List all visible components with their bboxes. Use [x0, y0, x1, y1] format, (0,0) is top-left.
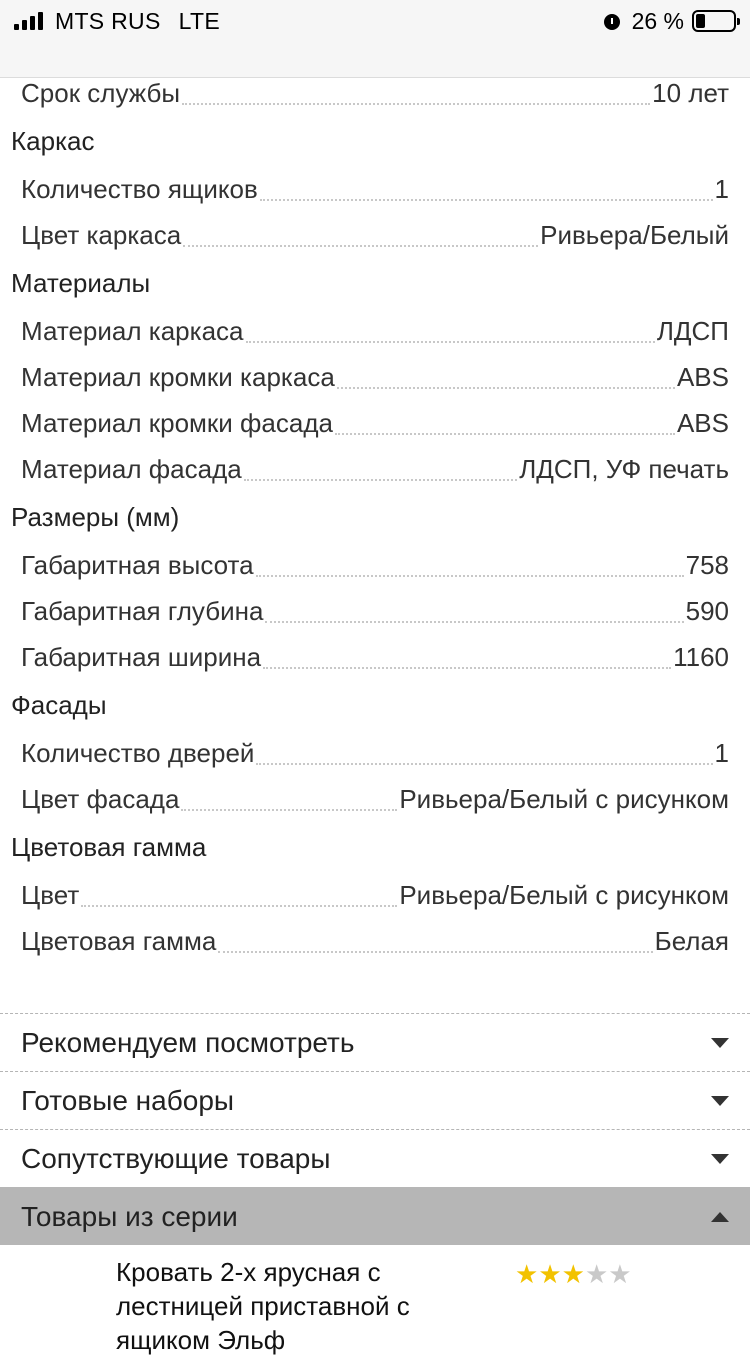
dotted-leader [218, 931, 652, 953]
signal-strength-icon [14, 12, 43, 30]
spec-row [0, 872, 750, 918]
spec-label: Габаритная глубина [21, 595, 264, 626]
spec-label: Цвет [21, 879, 80, 910]
spec-value: 1 [714, 173, 729, 204]
dotted-leader [246, 321, 655, 343]
accordion-ready-sets[interactable] [0, 1071, 750, 1129]
network-type: LTE [178, 7, 220, 34]
battery-icon [692, 10, 736, 32]
spec-value: 1160 [673, 641, 729, 672]
spec-value: ABS [676, 361, 729, 392]
spec-row [0, 776, 750, 822]
spec-value: Ривьера/Белый с рисунком [399, 879, 729, 910]
product-title-text: Кровать 2-х ярусная с лестницей приставной с [116, 1257, 410, 1321]
spec-label: Количество ящиков [21, 173, 258, 204]
spec-row [0, 308, 750, 354]
product-title[interactable] [116, 1255, 456, 1357]
spec-value: Белая [654, 925, 729, 956]
star-filled-icon: ★ [561, 1259, 585, 1289]
spec-label: Цвет фасада [21, 783, 180, 814]
spec-label: Цвет каркаса [21, 219, 182, 250]
spec-label: Материал фасада [21, 453, 242, 484]
spec-label: Материал кромки каркаса [21, 361, 335, 392]
caret-down-icon [711, 1038, 729, 1048]
spec-label: Материал каркаса [21, 315, 244, 346]
spec-value: ЛДСП, УФ печать [519, 453, 729, 484]
star-empty-icon: ★ [584, 1259, 609, 1289]
spec-row [0, 354, 750, 400]
spec-label: Материал кромки фасада [21, 407, 333, 438]
accordion-label: Рекомендуем посмотреть [21, 1026, 355, 1058]
spec-row [0, 588, 750, 634]
star-filled-icon: ★ [538, 1259, 562, 1289]
dotted-leader [337, 367, 675, 389]
spec-value: 10 лет [652, 77, 729, 108]
spec-label: Цветовая гамма [21, 925, 217, 956]
accordion-series-products[interactable] [0, 1187, 750, 1245]
spec-label: Габаритная высота [21, 549, 254, 580]
spec-value: 590 [685, 595, 729, 626]
dotted-leader [81, 885, 397, 907]
star-empty-icon: ★ [608, 1259, 632, 1289]
dotted-leader [256, 743, 712, 765]
dotted-leader [181, 789, 397, 811]
caret-down-icon [711, 1154, 729, 1164]
group-title-color-range: Цветовая гамма [11, 831, 207, 862]
accordion-related-products[interactable] [0, 1129, 750, 1187]
status-bar-right [602, 8, 736, 34]
caret-up-icon [711, 1212, 729, 1222]
accordion-label: Готовые наборы [21, 1084, 235, 1116]
spec-label: Количество дверей [21, 737, 255, 768]
dotted-leader [335, 413, 675, 435]
accordion-recommended[interactable] [0, 1013, 750, 1071]
status-bar [0, 0, 750, 78]
spec-value: Ривьера/Белый с рисунком [399, 783, 729, 814]
spec-row [0, 634, 750, 680]
dotted-leader [182, 83, 650, 105]
status-bar-left [14, 8, 220, 34]
group-title-frame: Каркас [11, 125, 95, 156]
dotted-leader [263, 647, 671, 669]
star-filled-icon: ★ [515, 1259, 539, 1289]
group-title-dimensions: Размеры (мм) [11, 501, 180, 532]
alarm-icon [602, 11, 622, 31]
spec-row [0, 918, 750, 964]
group-title-facades: Фасады [11, 689, 107, 720]
battery-percent: 26 % [631, 7, 684, 34]
spec-row [0, 166, 750, 212]
rating-stars [515, 1261, 632, 1287]
spec-row [0, 212, 750, 258]
dotted-leader [183, 225, 538, 247]
spec-value: ABS [676, 407, 729, 438]
product-title-cont: ящиком Эльф [116, 1325, 286, 1355]
spec-list [0, 70, 750, 964]
dotted-leader [265, 601, 683, 623]
accordion-label: Товары из серии [21, 1200, 238, 1232]
spec-row [0, 400, 750, 446]
product-card[interactable] [0, 1245, 750, 1355]
dotted-leader [256, 555, 684, 577]
spec-label: Срок службы [21, 77, 181, 108]
dotted-leader [244, 459, 518, 481]
spec-value: Ривьера/Белый [540, 219, 729, 250]
spec-value: 758 [685, 549, 729, 580]
spec-row-service-life [0, 70, 750, 116]
group-title-materials: Материалы [11, 267, 151, 298]
spec-value: 1 [714, 737, 729, 768]
dotted-leader [260, 179, 713, 201]
spec-value: ЛДСП [656, 315, 729, 346]
accordion-label: Сопутствующие товары [21, 1142, 331, 1174]
battery-fill [696, 14, 705, 28]
spec-row [0, 730, 750, 776]
spec-row [0, 542, 750, 588]
spec-row [0, 446, 750, 492]
accordion [0, 1013, 750, 1245]
caret-down-icon [711, 1096, 729, 1106]
carrier-name: MTS RUS [55, 7, 161, 34]
spec-label: Габаритная ширина [21, 641, 262, 672]
